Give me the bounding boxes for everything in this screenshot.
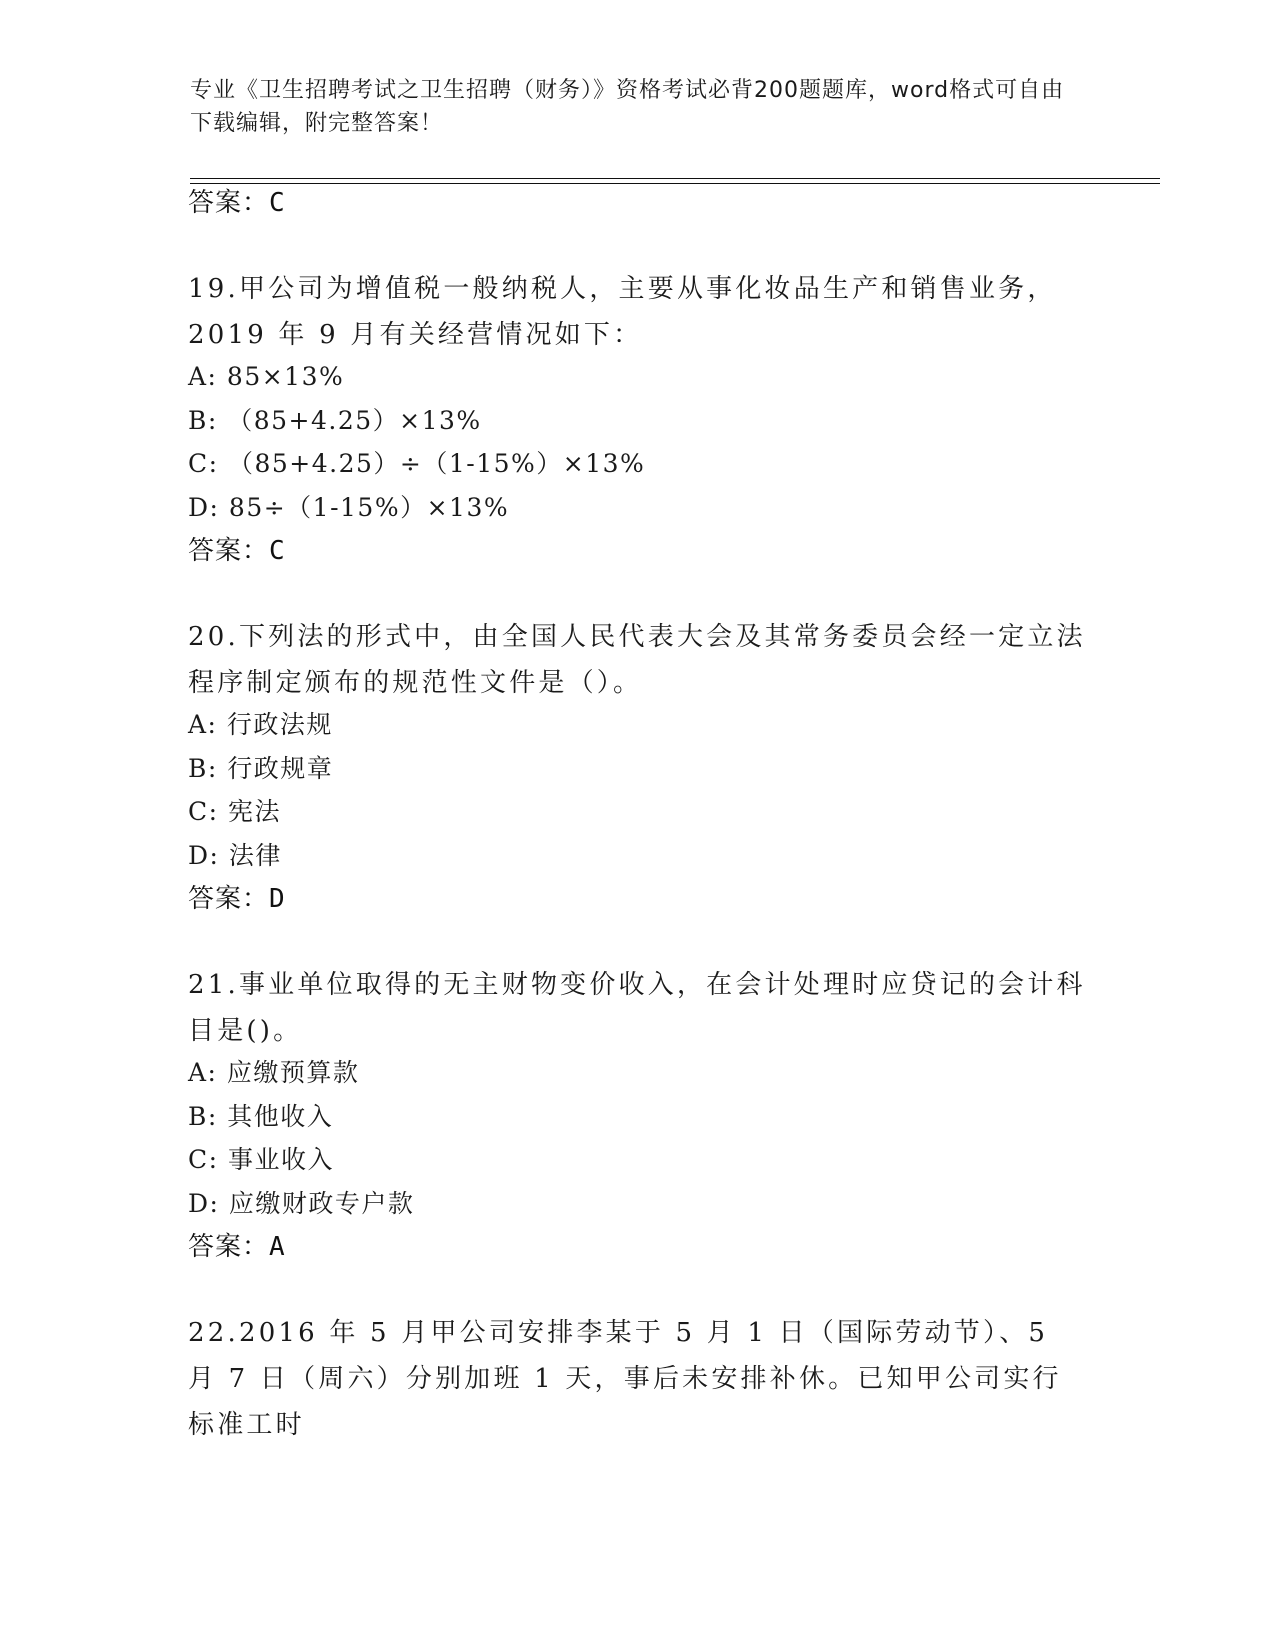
- question-19-stem: 19.甲公司为增值税一般纳税人，主要从事化妆品生产和销售业务，2019 年 9 月有关经营情况如下：: [188, 274, 1057, 350]
- question-20-option-b: B: 行政规章: [188, 754, 334, 783]
- header-divider-second: [190, 183, 1160, 184]
- question-22-stem: 22.2016 年 5 月甲公司安排李某于 5 月 1 日（国际劳动节）、5 月 7 日（周六）分别加班 1 天，事后未安排补休。已知甲公司实行标准工时: [188, 1318, 1062, 1440]
- question-21-option-b: B: 其他收入: [188, 1102, 334, 1131]
- question-21-option-c: C: 事业收入: [188, 1145, 334, 1174]
- header-divider: [190, 178, 1160, 179]
- question-20-option-a: A: 行政法规: [188, 710, 333, 739]
- question-20-option-d: D: 法律: [188, 841, 282, 870]
- question-21-option-d: D: 应缴财政专户款: [188, 1189, 415, 1218]
- answer-previous: 答案：C: [188, 188, 286, 218]
- question-19-option-d: D: 85÷（1-15%）×13%: [188, 493, 510, 522]
- question-21-option-a: A: 应缴预算款: [188, 1058, 360, 1087]
- question-20-option-c: C: 宪法: [188, 797, 281, 826]
- question-19-option-a: A: 85×13%: [188, 362, 345, 391]
- question-20-stem: 20.下列法的形式中，由全国人民代表大会及其常务委员会经一定立法程序制定颁布的规范性文件是（）。: [188, 622, 1086, 698]
- question-19-answer: 答案：C: [188, 536, 286, 566]
- question-19-option-c: C: （85+4.25）÷（1-15%）×13%: [188, 449, 646, 478]
- question-19-option-b: B: （85+4.25）×13%: [188, 406, 482, 435]
- question-21-stem: 21.事业单位取得的无主财物变价收入，在会计处理时应贷记的会计科目是()。: [188, 970, 1086, 1046]
- question-20-answer: 答案：D: [188, 884, 286, 914]
- question-21-answer: 答案：A: [188, 1232, 286, 1262]
- page-header: 专业《卫生招聘考试之卫生招聘（财务）》资格考试必背200题题库，word格式可自由下载编辑，附完整答案！: [190, 78, 1065, 136]
